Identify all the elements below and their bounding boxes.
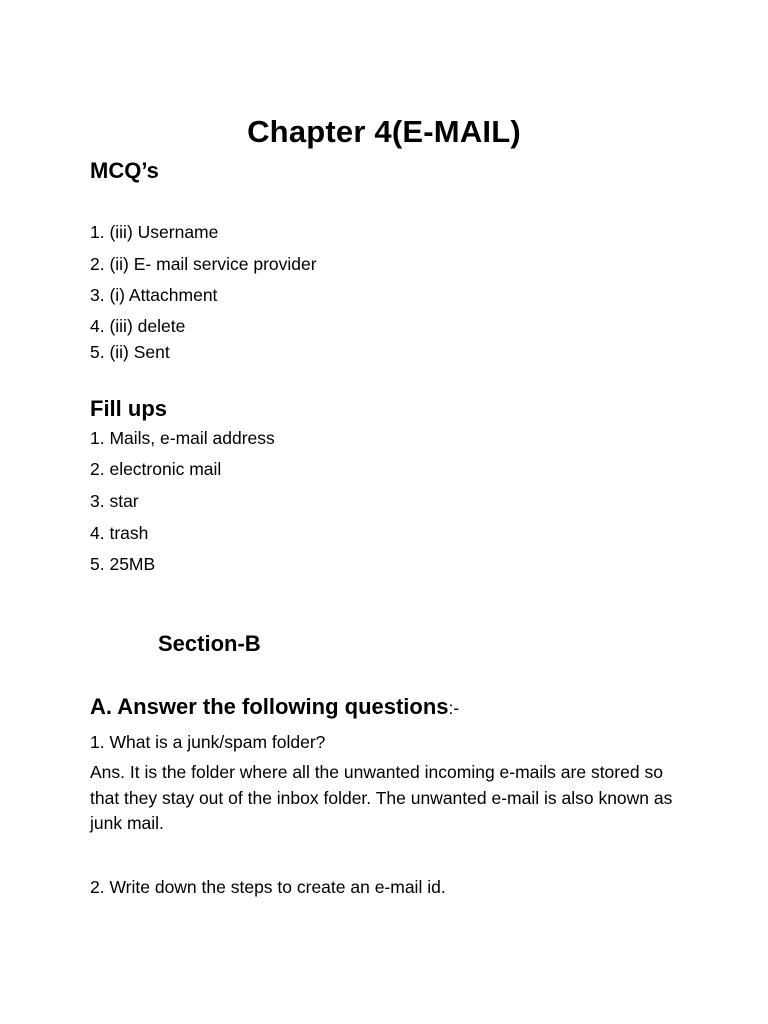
question-1: 1. What is a junk/spam folder? <box>90 732 326 752</box>
chapter-title: Chapter 4(E-MAIL) <box>247 114 521 149</box>
fill-up-item: 3. star <box>90 491 139 511</box>
fill-up-item: 1. Mails, e-mail address <box>90 428 275 448</box>
answer-questions-heading <box>90 694 459 720</box>
mcq-item: 1. (iii) Username <box>90 222 219 242</box>
mcq-heading: MCQ’s <box>90 158 159 183</box>
fill-ups-heading: Fill ups <box>90 396 167 421</box>
fill-up-item: 5. 25MB <box>90 554 156 574</box>
mcq-item: 4. (iii) delete <box>90 316 186 336</box>
question-2: 2. Write down the steps to create an e-mail id. <box>90 877 446 897</box>
mcq-item: 2. (ii) E- mail service provider <box>90 254 317 274</box>
fill-up-item: 2. electronic mail <box>90 459 222 479</box>
answer-1: Ans. It is the folder where all the unwanted incoming e-mails are stored so that they stay out of the inbox folder. The unwanted e-mail is also known as junk mail. <box>90 762 673 833</box>
mcq-item: 5. (ii) Sent <box>90 342 170 362</box>
mcq-item: 3. (i) Attachment <box>90 285 218 305</box>
answer-questions-heading-suffix: :- <box>448 698 460 718</box>
section-b-heading: Section-B <box>158 631 261 656</box>
answer-questions-heading-text: A. Answer the following questions <box>90 694 449 719</box>
fill-up-item: 4. trash <box>90 523 149 543</box>
